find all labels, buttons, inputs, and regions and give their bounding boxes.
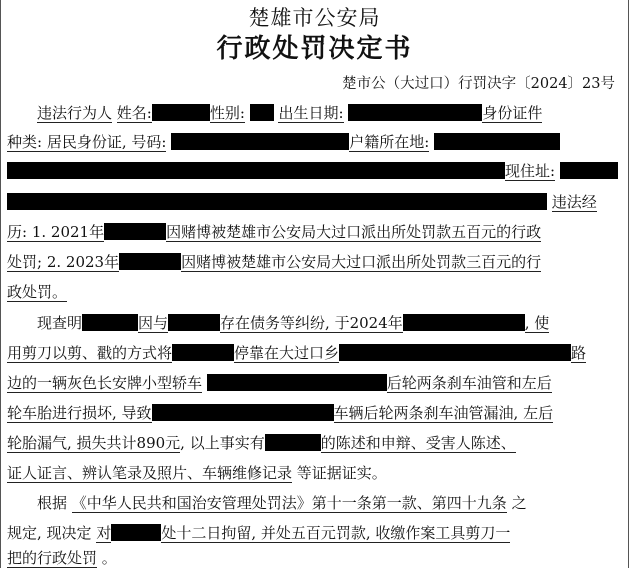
facts-text-6: 路 [571,344,587,362]
facts-text-7: 边的一辆灰色长安牌小型轿车 [7,374,203,392]
loss-amount: 轮胎漏气, 损失共计890元 [7,434,181,452]
redaction-residence-cont [7,193,547,210]
paragraph-line-12 [7,433,609,455]
evidence-text-1: 的陈述和申辩、受害人陈述、 [320,434,516,452]
name-label: 姓名: [116,104,152,122]
paragraph-line-5 [7,222,609,244]
paragraph-line-7 [7,282,609,304]
redaction-plate [207,374,387,391]
redaction-incident-date [403,314,525,331]
redaction-residence [560,162,618,179]
redaction-offender-2 [265,434,321,451]
facts-text-1: 因与 [138,314,169,332]
facts-text-4: 用剪刀以剪、戳的方式将 [7,344,173,362]
paragraph-line-15 [7,523,609,545]
evidence-intro: , 以上事实有 [180,434,265,452]
id-number-label: 种类: 居民身份证, 号码: [7,133,167,151]
paragraph-line-1 [7,103,609,125]
paragraph-line-9 [7,343,609,365]
record-2-end: 政处罚。 [7,283,68,301]
paragraph-line-3 [7,161,609,183]
basis-intro: 根据 [37,494,68,512]
redaction-household [434,133,560,150]
record-label: 违法经 [551,193,597,211]
facts-text-5: 停靠在大过口乡 [234,344,340,362]
record-2-year: 处罚; 2. 2023年 [7,253,120,271]
page-border-left [0,0,1,568]
paragraph-line-13 [7,463,609,485]
paragraph-line-16 [7,548,609,570]
redaction-record-2-date [119,253,181,270]
legal-basis: 《中华人民共和国治安管理处罚法》第十一条第一款、第四十九条 [71,494,507,512]
evidence-text-2: 证人证言、辨认笔录及照片、车辆维修记录 [7,464,293,482]
facts-intro: 现查明 [37,314,83,332]
evidence-text-3: 等证据证实。 [296,464,387,482]
redaction-dob [348,104,482,121]
basis-end: 之 [511,494,527,512]
paragraph-line-6 [7,252,609,274]
paragraph-line-11 [7,403,609,425]
dob-label: 出生日期: [278,104,344,122]
record-2-text: 因赌博被楚雄市公安局大过口派出所处罚款三百元的行 [181,253,542,271]
redaction-offender [82,314,138,331]
record-1-year: 历: 1. 2021年 [7,223,105,241]
agency-name: 楚雄市公安局 [248,6,381,30]
residence-label: 现住址: [505,162,556,180]
decision-intro: 规定, 现决定 [7,524,92,542]
paragraph-line-4 [7,192,609,214]
household-label: 户籍所在地: [349,133,430,151]
paragraph-line-2 [7,132,609,154]
record-1-text: 因赌博被楚雄市公安局大过口派出所处罚款五百元的行政 [166,223,542,241]
redaction-offender-3 [111,524,161,541]
id-type-label: 身份证件 [482,104,543,122]
paragraph-line-14 [7,493,609,515]
redaction-id-number [171,133,349,150]
decision-to: 对 [96,524,112,542]
offender-label: 违法行为人 [37,104,113,122]
redaction-record-1-date [104,223,166,240]
facts-text-8: 后轮两条刹车油管和左后 [386,374,552,392]
decision-text: 处十二日拘留, 并处五百元罚款, 收缴作案工具剪刀一 [161,524,511,542]
redaction-name [152,104,210,121]
redaction-gender [250,104,274,121]
redaction-owner [172,344,234,361]
facts-text-3: , 使 [524,314,550,332]
redaction-vehicle [152,404,334,421]
decision-period: 。 [101,549,117,567]
facts-text-9: 轮车胎进行损坏, 导致 [7,404,152,422]
decision-end: 把的行政处罚 [7,549,98,567]
redaction-victim [168,314,220,331]
redaction-household-cont [7,162,505,179]
paragraph-line-8 [7,313,609,335]
facts-text-2: 存在债务等纠纷, 于2024年 [220,314,403,332]
document-title: 行政处罚决定书 [216,34,413,64]
redaction-location [339,344,571,361]
facts-text-10: 车辆后轮两条刹车油管漏油, 左后 [333,404,554,422]
gender-label: 性别: [209,104,245,122]
paragraph-line-10 [7,373,609,395]
document-number: 楚市公（大过口）行罚决字〔2024〕23号 [342,76,615,92]
